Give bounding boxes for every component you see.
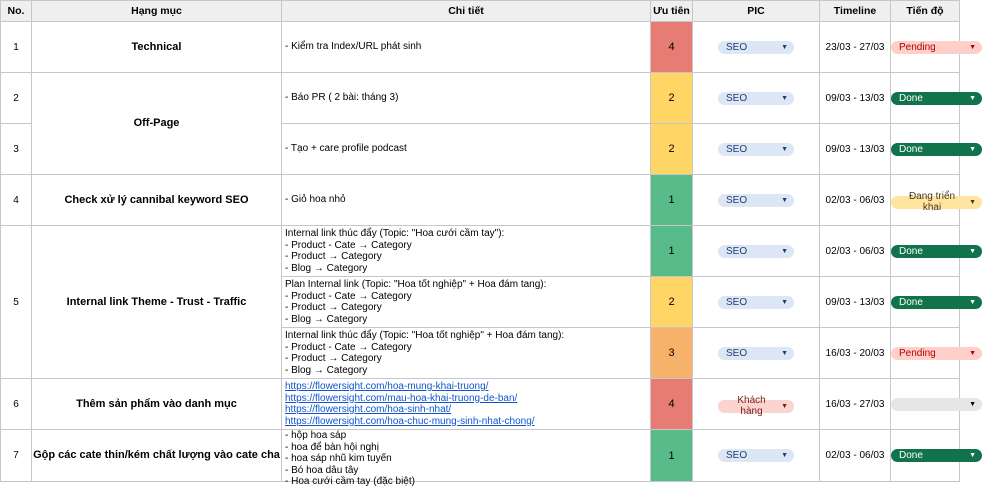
cell-detail[interactable] bbox=[282, 175, 651, 226]
detail-line: - Tạo + care profile podcast bbox=[285, 143, 407, 155]
cell-no[interactable]: 1 bbox=[1, 22, 32, 73]
pic-label: Khách hàng bbox=[737, 395, 766, 418]
detail-line: - Blog → Category bbox=[285, 364, 368, 376]
detail-line: - hộp hoa sáp bbox=[285, 430, 347, 441]
cell-no[interactable]: 2 bbox=[1, 73, 32, 124]
cell-detail[interactable] bbox=[282, 226, 651, 277]
header-pic[interactable]: PIC bbox=[693, 1, 820, 22]
caret-down-icon: ▼ bbox=[969, 145, 976, 153]
cell-no[interactable]: 7 bbox=[1, 430, 32, 482]
detail-line: - Blog → Category bbox=[285, 262, 368, 274]
cell-detail[interactable] bbox=[282, 124, 651, 175]
pic-dropdown[interactable] bbox=[718, 92, 794, 105]
cell-priority[interactable]: 1 bbox=[651, 226, 693, 277]
cell-timeline[interactable]: 16/03 - 27/03 bbox=[820, 379, 891, 430]
cell-category[interactable]: Gộp các cate thin/kém chất lượng vào cate cha bbox=[32, 430, 282, 482]
caret-down-icon: ▼ bbox=[781, 452, 788, 459]
cell-priority[interactable]: 1 bbox=[651, 175, 693, 226]
detail-line: - Product - Cate → Category bbox=[285, 290, 412, 302]
pic-dropdown[interactable] bbox=[718, 296, 794, 309]
table-row bbox=[1, 379, 960, 430]
cell-no[interactable]: 6 bbox=[1, 379, 32, 430]
detail-line: - Bó hoa dâu tây bbox=[285, 464, 359, 476]
cell-category[interactable]: Off-Page bbox=[32, 73, 282, 175]
header-no[interactable]: No. bbox=[1, 1, 32, 22]
detail-line: - Product - Cate → Category bbox=[285, 239, 412, 251]
table-row bbox=[1, 73, 960, 124]
cell-detail[interactable] bbox=[282, 379, 651, 430]
cell-progress[interactable] bbox=[891, 430, 976, 482]
cell-detail[interactable] bbox=[282, 73, 651, 124]
status-label: Pending bbox=[899, 41, 936, 53]
cell-priority[interactable]: 2 bbox=[651, 73, 693, 124]
cell-pic[interactable] bbox=[693, 175, 820, 226]
cell-pic[interactable] bbox=[693, 277, 820, 328]
cell-pic[interactable] bbox=[693, 328, 820, 379]
cell-detail[interactable] bbox=[282, 277, 651, 328]
status-dropdown[interactable] bbox=[891, 449, 982, 462]
status-label: Done bbox=[899, 245, 923, 257]
header-priority[interactable]: Ưu tiên bbox=[651, 1, 693, 22]
table-row bbox=[1, 175, 960, 226]
caret-down-icon: ▼ bbox=[969, 298, 976, 306]
detail-line: Internal link thúc đẩy (Topic: "Hoa cưới cầm tay"): bbox=[285, 228, 505, 239]
status-label: Pending bbox=[899, 347, 936, 359]
cell-category[interactable]: Thêm sản phẩm vào danh mục bbox=[32, 379, 282, 430]
detail-line: - Hoa cưới cầm tay (đặc biệt) bbox=[285, 476, 415, 487]
cell-progress[interactable] bbox=[891, 73, 976, 124]
cell-progress[interactable] bbox=[891, 277, 976, 328]
cell-progress[interactable] bbox=[891, 328, 976, 379]
header-detail[interactable]: Chi tiết bbox=[282, 1, 651, 22]
cell-pic[interactable] bbox=[693, 124, 820, 175]
caret-down-icon: ▼ bbox=[781, 247, 788, 255]
cell-no[interactable]: 4 bbox=[1, 175, 32, 226]
status-label: Done bbox=[899, 450, 923, 461]
cell-progress[interactable] bbox=[891, 175, 976, 226]
caret-down-icon: ▼ bbox=[969, 43, 976, 51]
cell-priority[interactable]: 4 bbox=[651, 379, 693, 430]
table-row bbox=[1, 430, 960, 482]
status-dropdown[interactable] bbox=[891, 296, 982, 309]
cell-pic[interactable] bbox=[693, 430, 820, 482]
caret-down-icon: ▼ bbox=[781, 349, 788, 357]
pic-label: SEO bbox=[726, 347, 748, 359]
cell-priority[interactable]: 4 bbox=[651, 22, 693, 73]
status-dropdown[interactable] bbox=[891, 347, 982, 360]
product-link[interactable]: https://flowersight.com/hoa-sinh-nhat/ bbox=[285, 404, 452, 415]
cell-progress[interactable] bbox=[891, 22, 976, 73]
detail-line: - Blog → Category bbox=[285, 313, 368, 325]
pic-label: SEO bbox=[726, 245, 748, 257]
cell-timeline[interactable]: 09/03 - 13/03 bbox=[820, 277, 891, 328]
caret-down-icon: ▼ bbox=[781, 94, 788, 102]
cell-detail[interactable] bbox=[282, 328, 651, 379]
table-row bbox=[1, 22, 960, 73]
product-link[interactable]: https://flowersight.com/hoa-mung-khai-truong/ bbox=[285, 381, 489, 392]
status-dropdown[interactable] bbox=[891, 41, 982, 54]
detail-line: - hoa để bàn hội nghị bbox=[285, 441, 379, 453]
detail-line: - hoa sáp nhũ kim tuyến bbox=[285, 453, 392, 464]
detail-line: Plan Internal link (Topic: "Hoa tốt nghiệp" + Hoa đám tang): bbox=[285, 279, 547, 290]
status-label: Done bbox=[899, 296, 923, 308]
pic-dropdown[interactable] bbox=[718, 143, 794, 156]
caret-down-icon: ▼ bbox=[969, 452, 976, 459]
cell-category[interactable]: Internal link Theme - Trust - Traffic bbox=[32, 226, 282, 379]
cell-priority[interactable]: 3 bbox=[651, 328, 693, 379]
header-category[interactable]: Hạng mục bbox=[32, 1, 282, 22]
cell-progress[interactable] bbox=[891, 226, 976, 277]
cell-detail[interactable] bbox=[282, 22, 651, 73]
status-label: Done bbox=[899, 143, 923, 155]
detail-line: Internal link thúc đẩy (Topic: "Hoa tốt nghiệp" + Hoa đám tang): bbox=[285, 330, 565, 341]
caret-down-icon: ▼ bbox=[781, 196, 788, 204]
cell-timeline[interactable]: 09/03 - 13/03 bbox=[820, 73, 891, 124]
header-row bbox=[1, 1, 960, 22]
header-timeline[interactable]: Timeline bbox=[820, 1, 891, 22]
status-dropdown[interactable] bbox=[891, 143, 982, 156]
status-dropdown[interactable] bbox=[891, 92, 982, 105]
caret-down-icon: ▼ bbox=[781, 145, 788, 153]
pic-dropdown[interactable] bbox=[718, 395, 794, 418]
header-progress[interactable]: Tiến độ bbox=[891, 1, 960, 22]
cell-priority[interactable]: 2 bbox=[651, 277, 693, 328]
caret-down-icon: ▼ bbox=[969, 349, 976, 357]
detail-line: - Product → Category bbox=[285, 302, 382, 313]
detail-line: - Kiểm tra Index/URL phát sinh bbox=[285, 41, 422, 53]
detail-line: - Product - Cate → Category bbox=[285, 341, 412, 353]
cell-progress[interactable] bbox=[891, 379, 976, 430]
cell-no[interactable]: 3 bbox=[1, 124, 32, 175]
detail-line: - Báo PR ( 2 bài: tháng 3) bbox=[285, 92, 399, 104]
cell-timeline[interactable]: 02/03 - 06/03 bbox=[820, 175, 891, 226]
detail-line: - Giỏ hoa nhỏ bbox=[285, 194, 346, 206]
cell-timeline[interactable]: 23/03 - 27/03 bbox=[820, 22, 891, 73]
status-label: Đang triển khai bbox=[908, 191, 956, 214]
status-dropdown[interactable] bbox=[891, 191, 982, 214]
cell-priority[interactable]: 2 bbox=[651, 124, 693, 175]
pic-label: SEO bbox=[726, 143, 748, 155]
pic-dropdown[interactable] bbox=[718, 449, 794, 462]
table-row bbox=[1, 226, 960, 277]
cell-pic[interactable] bbox=[693, 379, 820, 430]
pic-dropdown[interactable] bbox=[718, 245, 794, 258]
cell-category[interactable]: Technical bbox=[32, 22, 282, 73]
caret-down-icon: ▼ bbox=[781, 43, 788, 51]
caret-down-icon: ▼ bbox=[781, 402, 788, 410]
cell-category[interactable]: Check xử lý cannibal keyword SEO bbox=[32, 175, 282, 226]
caret-down-icon: ▼ bbox=[781, 298, 788, 306]
cell-pic[interactable] bbox=[693, 22, 820, 73]
caret-down-icon: ▼ bbox=[969, 247, 976, 255]
cell-pic[interactable] bbox=[693, 226, 820, 277]
pic-dropdown[interactable] bbox=[718, 41, 794, 54]
cell-timeline[interactable]: 09/03 - 13/03 bbox=[820, 124, 891, 175]
pic-label: SEO bbox=[726, 296, 748, 308]
pic-dropdown[interactable] bbox=[718, 194, 794, 207]
cell-progress[interactable] bbox=[891, 124, 976, 175]
cell-pic[interactable] bbox=[693, 73, 820, 124]
status-dropdown[interactable] bbox=[891, 245, 982, 258]
pic-label: SEO bbox=[726, 194, 748, 206]
pic-label: SEO bbox=[726, 41, 748, 53]
status-label: Done bbox=[899, 92, 923, 104]
cell-timeline[interactable]: 02/03 - 06/03 bbox=[820, 226, 891, 277]
detail-line: - Product → Category bbox=[285, 251, 382, 262]
cell-detail[interactable] bbox=[282, 430, 651, 487]
pic-label: SEO bbox=[726, 92, 748, 104]
pic-label: SEO bbox=[726, 450, 748, 461]
cell-timeline[interactable]: 02/03 - 06/03 bbox=[820, 430, 891, 482]
caret-down-icon: ▼ bbox=[969, 198, 976, 206]
caret-down-icon: ▼ bbox=[969, 94, 976, 102]
cell-no[interactable]: 5 bbox=[1, 226, 32, 379]
cell-timeline[interactable]: 16/03 - 20/03 bbox=[820, 328, 891, 379]
status-dropdown[interactable] bbox=[891, 398, 982, 411]
pic-dropdown[interactable] bbox=[718, 347, 794, 360]
cell-priority[interactable]: 1 bbox=[651, 430, 693, 482]
detail-line: - Product → Category bbox=[285, 353, 382, 364]
caret-down-icon: ▼ bbox=[969, 401, 976, 409]
product-link[interactable]: https://flowersight.com/mau-hoa-khai-truong-de-ban/ bbox=[285, 392, 518, 404]
product-link[interactable]: https://flowersight.com/hoa-chuc-mung-sinh-nhat-chong/ bbox=[285, 415, 535, 427]
